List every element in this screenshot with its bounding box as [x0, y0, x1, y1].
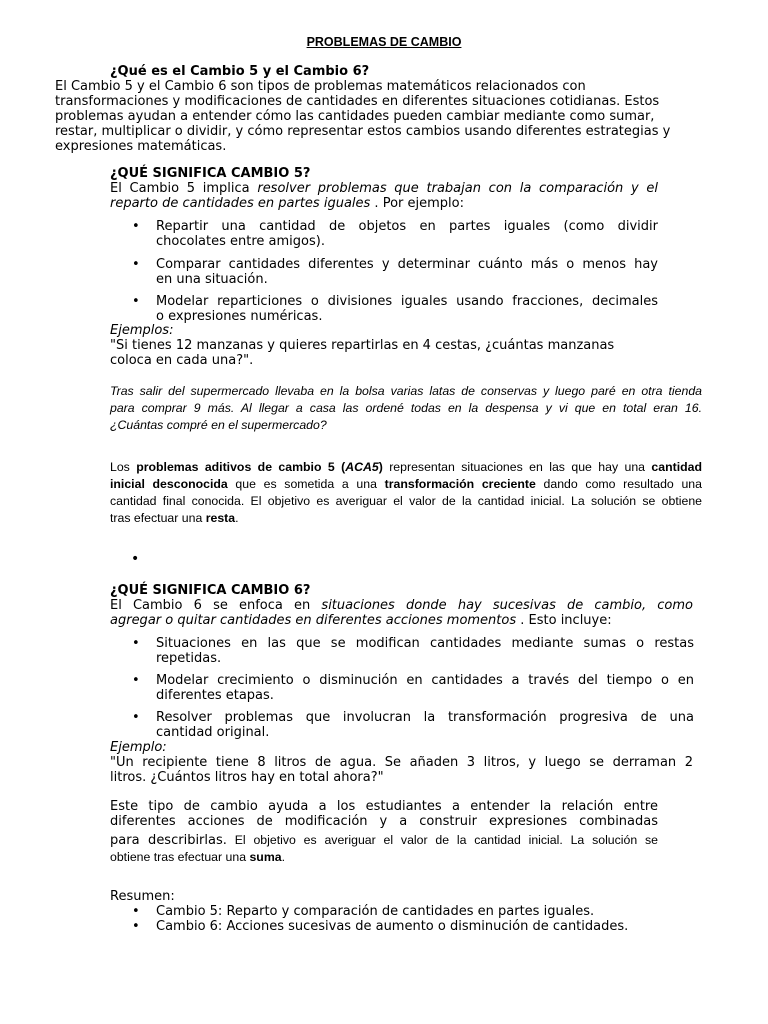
bullet-icon: •	[132, 636, 140, 651]
bullet-icon: •	[132, 673, 140, 688]
resumen-item: • Cambio 6: Acciones sucesivas de aumento o disminución de cantidades.	[132, 919, 629, 934]
cambio6-bullet: • Resolver problemas que involucran la transformación progresiva de una cantidad original.	[132, 710, 694, 740]
cambio5-bullet: • Modelar reparticiones o divisiones iguales usando fracciones, decimales o expresiones numéricas.	[132, 294, 658, 324]
bullet-icon: •	[132, 294, 140, 309]
cambio6-ejemplo-label: Ejemplo:	[110, 740, 167, 755]
resumen-item: • Cambio 5: Reparto y comparación de cantidades en partes iguales.	[132, 904, 595, 919]
cambio6-example: "Un recipiente tiene 8 litros de agua. Se añaden 3 litros, y luego se derraman 2 litros. ¿Cuántos litros hay en total ahora?"	[110, 755, 693, 785]
intro-line: expresiones matemáticas.	[55, 139, 227, 154]
intro-heading: ¿Qué es el Cambio 5 y el Cambio 6?	[110, 64, 370, 79]
intro-line: transformaciones y modificaciones de cantidades en diferentes situaciones cotidianas. Estos	[55, 94, 660, 109]
document-title: PROBLEMAS DE CAMBIO	[306, 35, 462, 49]
cambio6-intro: El Cambio 6 se enfoca en situaciones donde hay sucesivas de cambio, como agregar o quitar cantidades en diferentes acciones momentos . Esto incluye:	[110, 598, 694, 628]
cambio5-bullet: • Repartir una cantidad de objetos en partes iguales (como dividir chocolates entre amigos).	[132, 219, 658, 249]
cambio5-definition: Los problemas aditivos de cambio 5 (ACA5) representan situaciones en las que hay una cantidad inicial desconocida que es sometida a una transformación creciente dando como resultado una cantidad final conocida. El objetivo es averiguar el valor de la cantidad inicial. La solución se obtiene tras efectuar una resta.	[110, 460, 702, 525]
cambio6-bullet: • Situaciones en las que se modifican cantidades mediante sumas o restas repetidas.	[132, 636, 694, 666]
cambio5-intro: El Cambio 5 implica resolver problemas que trabajan con la comparación y el reparto de cantidades en partes iguales . Por ejemplo:	[110, 181, 658, 211]
cambio5-bullet: • Comparar cantidades diferentes y determinar cuánto más o menos hay en una situación.	[132, 257, 658, 287]
bullet-icon: •	[132, 257, 140, 272]
intro-line: El Cambio 5 y el Cambio 6 son tipos de problemas matemáticos relacionados con	[55, 79, 586, 94]
cambio6-heading: ¿QUÉ SIGNIFICA CAMBIO 6?	[110, 583, 311, 598]
empty-bullet-icon: •	[131, 551, 140, 567]
resumen-label: Resumen:	[110, 889, 175, 904]
cambio5-problem: Tras salir del supermercado llevaba en la bolsa varias latas de conservas y luego paré en otra tienda para comprar 9 más. Al llegar a casa las ordené todas en la despensa y vi que en total eran 16. ¿Cuántas compré en el supermercado?	[110, 384, 702, 432]
cambio5-example: "Si tienes 12 manzanas y quieres repartirlas en 4 cestas, ¿cuántas manzanas coloca en cada una?".	[110, 338, 615, 368]
bullet-icon: •	[132, 904, 140, 919]
bullet-icon: •	[132, 919, 140, 934]
intro-line: restar, multiplicar o dividir, y cómo representar estos cambios usando diferentes estrategias y	[55, 124, 671, 139]
bullet-icon: •	[132, 219, 140, 234]
cambio6-closing-end: para describirlas. El objetivo es averiguar el valor de la cantidad inicial. La solución se obtiene tras efectuar una suma.	[110, 833, 659, 864]
cambio5-heading: ¿QUÉ SIGNIFICA CAMBIO 5?	[110, 166, 311, 181]
bullet-icon: •	[132, 710, 140, 725]
intro-paragraph	[55, 79, 715, 154]
cambio5-ejemplos-label: Ejemplos:	[110, 323, 174, 338]
cambio6-bullet: • Modelar crecimiento o disminución en cantidades a través del tiempo o en diferentes etapas.	[132, 673, 694, 703]
intro-line: problemas ayudan a entender cómo las cantidades pueden cambiar mediante como sumar,	[55, 109, 655, 124]
cambio6-closing: Este tipo de cambio ayuda a los estudiantes a entender la relación entre diferentes acciones de modificación y a construir expresiones combinadas	[110, 799, 658, 829]
